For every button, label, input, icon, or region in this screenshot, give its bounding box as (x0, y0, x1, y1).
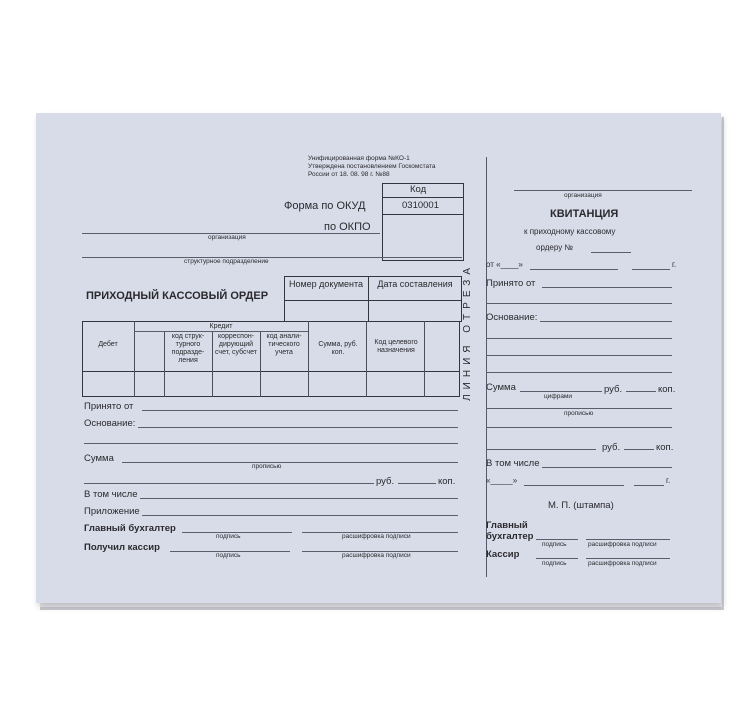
received-from-label: Принято от (84, 401, 134, 412)
table-col-7 (424, 321, 425, 397)
receipt-received-line (542, 287, 672, 288)
receipt-kop-line (626, 391, 656, 392)
form-line-2: Утверждена постановлением Госкомстата (308, 163, 436, 170)
receipt-line-b (486, 338, 672, 339)
including-line (140, 498, 458, 499)
sum-label: Сумма (84, 453, 114, 464)
receipt-sub-1: к приходному кассовому (524, 227, 616, 236)
receipt-kop-label: коп. (658, 384, 676, 395)
okpo-label: по ОКПО (324, 221, 371, 233)
receipt-including-label: В том числе (486, 458, 540, 469)
receipt-g-2: г. (666, 476, 671, 485)
cash-order-form (36, 113, 721, 603)
receipt-sum-line (520, 391, 602, 392)
receipt-from: от «____» (486, 260, 523, 269)
receipt-line-e (486, 427, 672, 428)
cashier-received-label: Получил кассир (84, 542, 160, 553)
kop-line (398, 483, 436, 484)
receipt-received-label: Принято от (486, 278, 536, 289)
receipt-chief-sign-line (536, 539, 578, 540)
basis-label: Основание: (84, 418, 136, 429)
sum-line (122, 462, 458, 463)
form-line-3: России от 18. 08. 98 г. №88 (308, 171, 390, 178)
credit-header: Кредит (209, 323, 233, 330)
cashier-signature-caption: подпись (216, 552, 241, 559)
receipt-sum-label: Сумма (486, 382, 516, 393)
receipt-g: г. (672, 260, 677, 269)
form-line-1: Унифицированная форма №КО-1 (308, 155, 410, 162)
kop-label: коп. (438, 476, 456, 487)
credit-col-1: код струк- турного подразде- ления (171, 333, 205, 365)
receipt-line-d (486, 372, 672, 373)
receipt-line-a (486, 303, 672, 304)
receipt-basis-label: Основание: (486, 312, 538, 323)
doc-box-hdivider (284, 300, 462, 301)
receipt-cashier-decode-caption: расшифровка подписи (588, 560, 657, 567)
receipt-kop-line-2 (624, 449, 654, 450)
attachment-line (142, 515, 458, 516)
credit-col-3: код анали- тического учета (266, 333, 302, 357)
table-row-divider (82, 371, 460, 372)
receipt-line-f (486, 449, 596, 450)
receipt-line-c (486, 355, 672, 356)
receipt-year-line-2 (634, 485, 664, 486)
basis-line-2 (84, 443, 458, 444)
code-divider-1 (382, 197, 464, 198)
receipt-cashier-sign-line (536, 558, 578, 559)
receipt-cashier-sign-caption: подпись (542, 560, 567, 567)
receipt-title: КВИТАНЦИЯ (550, 208, 619, 220)
received-from-line (142, 410, 458, 411)
credit-divider (134, 331, 308, 332)
org-caption: организация (208, 234, 246, 241)
doc-date-label: Дата составления (377, 279, 453, 289)
receipt-cashier-decode-line (586, 558, 670, 559)
receipt-number-line (591, 252, 631, 253)
receipt-date-open: «_____» (486, 476, 518, 485)
debit-header: Дебет (98, 341, 118, 348)
receipt-sub-2: ордеру № (536, 243, 573, 252)
sum-header: Сумма, руб. коп. (318, 341, 358, 357)
chief-accountant-label: Главный бухгалтер (84, 523, 176, 534)
receipt-words-line (486, 408, 672, 409)
table-col-3 (212, 331, 213, 397)
kod-label: Код (410, 184, 427, 195)
chief-decoding-caption: расшифровка подписи (342, 533, 411, 540)
table-col-1 (134, 321, 135, 397)
receipt-digits-caption: цифрами (544, 393, 573, 400)
doc-number-label: Номер документа (288, 279, 364, 289)
okud-value: 0310001 (402, 200, 439, 211)
receipt-chief-decode-caption: расшифровка подписи (588, 541, 657, 548)
basis-line-1 (138, 427, 458, 428)
receipt-chief-1: Главный (486, 520, 528, 531)
rub-label: руб. (376, 476, 395, 487)
okud-label: Форма по ОКУД (284, 200, 366, 212)
attachment-label: Приложение (84, 506, 140, 517)
credit-col-2: корреспон- дирующий счет, субсчет (215, 333, 257, 357)
receipt-date-line-2 (524, 485, 624, 486)
sum-line-2 (84, 483, 374, 484)
receipt-year-line (632, 269, 670, 270)
cashier-decoding-caption: расшифровка подписи (342, 552, 411, 559)
receipt-rub-label-2: руб. (602, 442, 621, 453)
in-words-caption: прописью (252, 463, 282, 470)
dept-caption: структурное подразделение (184, 258, 269, 265)
cut-line-rule (486, 157, 487, 577)
table-col-4 (260, 331, 261, 397)
receipt-kop-label-2: коп. (656, 442, 674, 453)
dept-line (82, 257, 462, 258)
including-label: В том числе (84, 489, 138, 500)
receipt-date-line (530, 269, 618, 270)
chief-signature-caption: подпись (216, 533, 241, 540)
receipt-basis-line (540, 321, 672, 322)
cut-line-label: ЛИНИЯ ОТРЕЗА (462, 263, 473, 401)
receipt-chief-sign-caption: подпись (542, 541, 567, 548)
receipt-including-line (542, 467, 672, 468)
receipt-words-caption: прописью (564, 410, 594, 417)
receipt-org-line (514, 190, 692, 191)
doc-box-divider (368, 276, 369, 322)
target-header: Код целевого назначения (374, 339, 418, 355)
receipt-cashier-label: Кассир (486, 549, 520, 560)
receipt-rub-label: руб. (604, 384, 623, 395)
code-divider-2 (382, 214, 464, 215)
receipt-chief-2: бухгалтер (486, 531, 534, 542)
receipt-stamp: М. П. (штампа) (548, 500, 614, 511)
receipt-org-caption: организация (564, 192, 602, 199)
table-col-2 (164, 331, 165, 397)
table-col-6 (366, 321, 367, 397)
receipt-chief-decode-line (586, 539, 670, 540)
order-title: ПРИХОДНЫЙ КАССОВЫЙ ОРДЕР (86, 290, 269, 302)
table-col-5 (308, 321, 309, 397)
